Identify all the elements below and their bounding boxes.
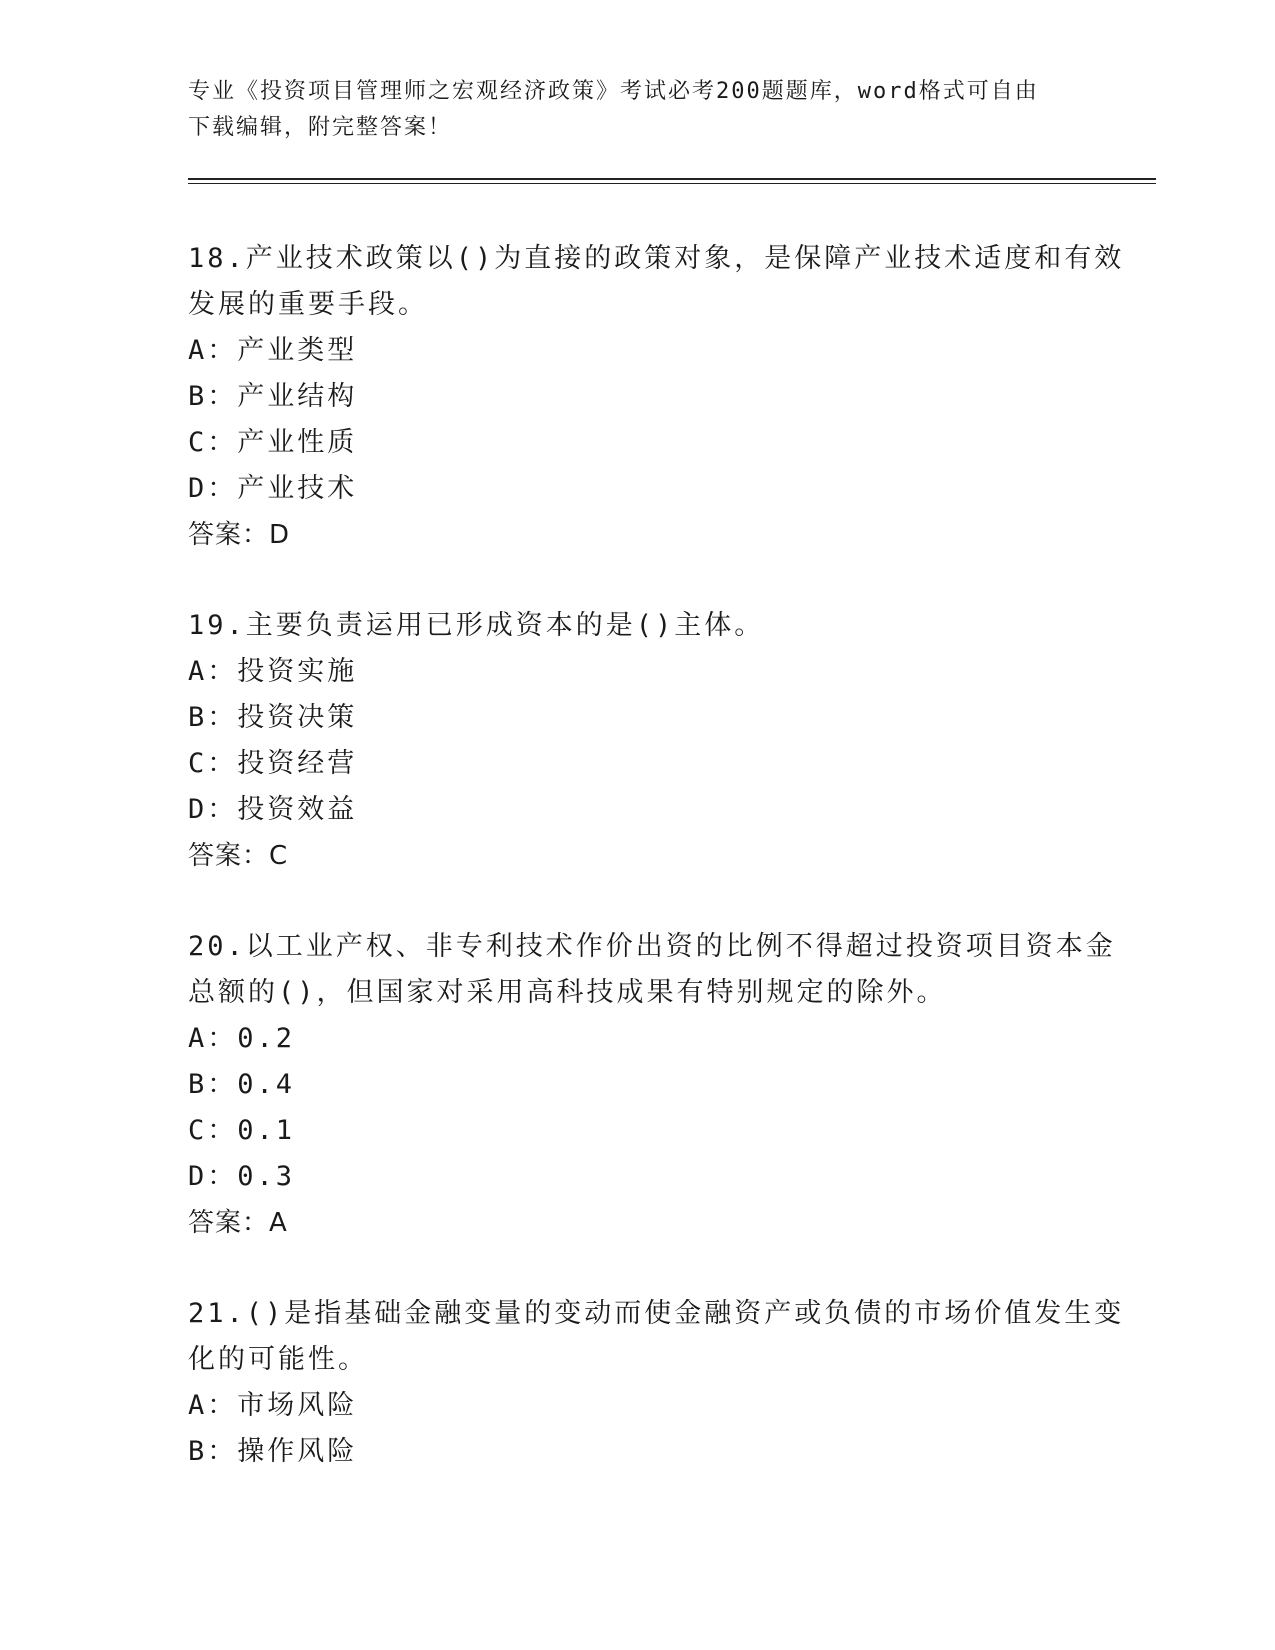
option-b: B：投资决策 [188, 702, 358, 733]
option-a: A：产业类型 [188, 335, 358, 366]
question-list [188, 236, 1125, 1520]
header-title-line-2: 下载编辑，附完整答案！ [188, 115, 453, 140]
option-b: B：0.4 [188, 1069, 296, 1100]
option-a: A：0.2 [188, 1023, 296, 1054]
header-divider-thin [188, 183, 1156, 184]
header-title-line-1: 专业《投资项目管理师之宏观经济政策》考试必考200题题库，word格式可自由 [188, 79, 1039, 104]
question-18 [188, 236, 1125, 558]
answer: 答案：A [188, 1208, 288, 1238]
option-b: B：产业结构 [188, 381, 358, 412]
question-stem-continued: 化的可能性。 [188, 1344, 368, 1375]
option-a: A：投资实施 [188, 656, 358, 687]
header-divider-thick [188, 178, 1156, 180]
option-c: C：0.1 [188, 1115, 296, 1146]
option-c: C：投资经营 [188, 748, 358, 779]
question-21 [188, 1291, 1125, 1475]
option-d: D：投资效益 [188, 794, 358, 825]
question-19 [188, 603, 1088, 879]
question-stem-continued: 发展的重要手段。 [188, 289, 428, 320]
option-b: B：操作风险 [188, 1436, 358, 1467]
option-c: C：产业性质 [188, 427, 358, 458]
question-stem: 19.主要负责运用已形成资本的是()主体。 [188, 610, 765, 641]
option-d: D：0.3 [188, 1161, 296, 1192]
answer: 答案：D [188, 520, 291, 550]
question-20 [188, 924, 1116, 1246]
question-stem: 21.()是指基础金融变量的变动而使金融资产或负债的市场价值发生变 [188, 1298, 1125, 1329]
option-d: D：产业技术 [188, 473, 358, 504]
question-stem: 18.产业技术政策以()为直接的政策对象，是保障产业技术适度和有效 [188, 243, 1125, 274]
answer: 答案：C [188, 841, 289, 871]
question-stem-continued: 总额的()，但国家对采用高科技成果有特别规定的除外。 [188, 977, 947, 1008]
option-a: A：市场风险 [188, 1390, 358, 1421]
document-header [188, 74, 1088, 146]
question-stem: 20.以工业产权、非专利技术作价出资的比例不得超过投资项目资本金 [188, 931, 1116, 962]
